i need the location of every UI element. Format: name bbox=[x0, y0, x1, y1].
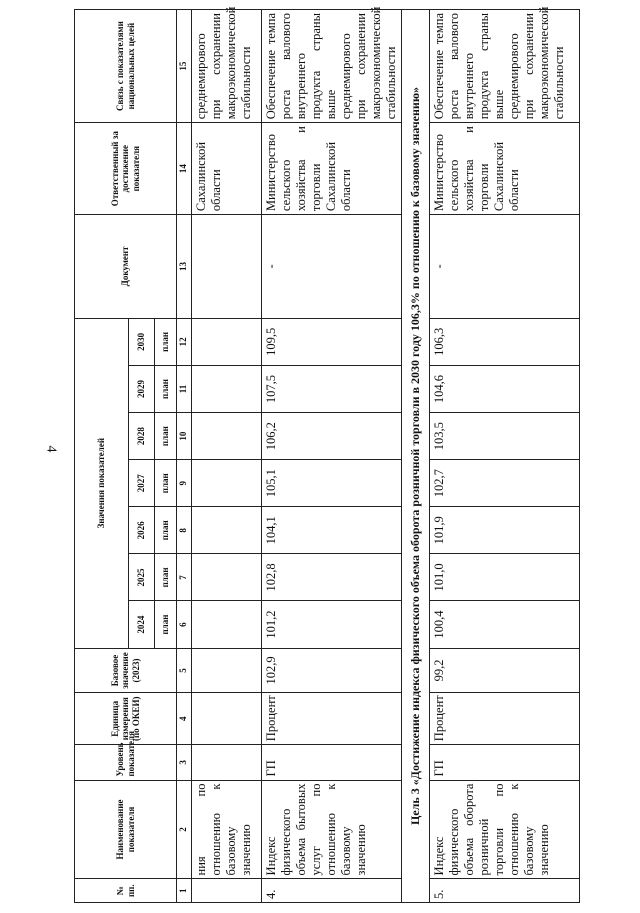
column-number: 11 bbox=[177, 365, 192, 412]
document-cell: - bbox=[262, 215, 402, 319]
plan-value: 101,0 bbox=[430, 554, 580, 601]
document-cell: - bbox=[430, 215, 580, 319]
column-number: 10 bbox=[177, 413, 192, 460]
column-number: 6 bbox=[177, 601, 192, 648]
plan-value: 104,6 bbox=[430, 365, 580, 412]
national-goal-link-cell: среднемирового при сохранении макроэкономической стабильности bbox=[192, 10, 262, 123]
plan-value: 100,4 bbox=[430, 601, 580, 648]
plan-value: 102,8 bbox=[262, 554, 402, 601]
column-number: 12 bbox=[177, 318, 192, 365]
indicator-unit: Процент bbox=[262, 693, 402, 745]
responsible-cell: Министерство сельского хозяйства и торговли Сахалинской области bbox=[430, 123, 580, 215]
year-header: 2028 bbox=[129, 413, 155, 460]
col-level-header: Уровень показателя bbox=[75, 745, 177, 780]
plan-value bbox=[192, 554, 262, 601]
indicator-level: ГП bbox=[430, 745, 580, 780]
column-numbers-row bbox=[177, 10, 192, 903]
year-header: 2029 bbox=[129, 365, 155, 412]
page-number: 4 bbox=[43, 445, 59, 453]
plan-value bbox=[192, 318, 262, 365]
responsible-cell: Сахалинской области bbox=[192, 123, 262, 215]
indicators-table bbox=[74, 6, 580, 903]
column-number: 1 bbox=[177, 879, 192, 903]
plan-value: 106,3 bbox=[430, 318, 580, 365]
base-value: 102,9 bbox=[262, 648, 402, 693]
plan-value bbox=[192, 507, 262, 554]
plan-label: план bbox=[155, 507, 177, 554]
plan-value: 109,5 bbox=[262, 318, 402, 365]
col-base-header: Базовое значение (2023) bbox=[75, 648, 177, 693]
base-value: 99,2 bbox=[430, 648, 580, 693]
indicator-level: ГП bbox=[262, 745, 402, 780]
base-value bbox=[192, 648, 262, 693]
plan-value: 107,5 bbox=[262, 365, 402, 412]
col-num-header: № пп. bbox=[75, 879, 177, 903]
column-number: 2 bbox=[177, 780, 192, 879]
row-number: 4. bbox=[262, 879, 402, 903]
column-number: 8 bbox=[177, 507, 192, 554]
year-header: 2026 bbox=[129, 507, 155, 554]
national-goal-link-cell: Обеспечение темпа роста валового внутреннего продукта страны выше среднемирового при сохранении макроэкономической стабильности bbox=[262, 10, 402, 123]
table-row bbox=[262, 10, 402, 903]
col-document-header: Документ bbox=[75, 215, 177, 319]
plan-value: 101,2 bbox=[262, 601, 402, 648]
col-name-header: Наименование показателя bbox=[75, 780, 177, 879]
indicator-name: Индекс физического объема оборота розничной торговли по отношению к базовому значению bbox=[430, 780, 580, 879]
col-responsible-header: Ответственный за достижение показателя bbox=[75, 123, 177, 215]
plan-value: 104,1 bbox=[262, 507, 402, 554]
plan-label: план bbox=[155, 318, 177, 365]
column-number: 13 bbox=[177, 215, 192, 319]
col-link-header: Связь с показателями национальных целей bbox=[75, 10, 177, 123]
column-number: 7 bbox=[177, 554, 192, 601]
plan-value: 105,1 bbox=[262, 460, 402, 507]
plan-value: 101,9 bbox=[430, 507, 580, 554]
year-header: 2030 bbox=[129, 318, 155, 365]
year-header: 2024 bbox=[129, 601, 155, 648]
plan-value bbox=[192, 365, 262, 412]
plan-label: план bbox=[155, 554, 177, 601]
goal-row bbox=[402, 10, 430, 903]
plan-value: 103,5 bbox=[430, 413, 580, 460]
column-number: 9 bbox=[177, 460, 192, 507]
goal-title: Цель 3 «Достижение индекса физического объема оборота розничной торговли в 2030 году 106,3% по отношению к базовому значению» bbox=[402, 10, 430, 903]
indicator-name: Индекс физического объема бытовых услуг по отношению к базовому значению bbox=[262, 780, 402, 879]
indicator-unit bbox=[192, 693, 262, 745]
column-number: 5 bbox=[177, 648, 192, 693]
year-header: 2025 bbox=[129, 554, 155, 601]
document-cell bbox=[192, 215, 262, 319]
plan-value bbox=[192, 460, 262, 507]
indicator-unit: Процент bbox=[430, 693, 580, 745]
plan-value bbox=[192, 413, 262, 460]
column-number: 15 bbox=[177, 10, 192, 123]
year-header: 2027 bbox=[129, 460, 155, 507]
indicator-level bbox=[192, 745, 262, 780]
row-number: 5. bbox=[430, 879, 580, 903]
plan-label: план bbox=[155, 365, 177, 412]
rotated-page bbox=[74, 6, 635, 903]
responsible-cell: Министерство сельского хозяйства и торговли Сахалинской области bbox=[262, 123, 402, 215]
column-number: 3 bbox=[177, 745, 192, 780]
indicator-name: ния по отношению к базовому значению bbox=[192, 780, 262, 879]
column-number: 4 bbox=[177, 693, 192, 745]
column-number: 14 bbox=[177, 123, 192, 215]
plan-value: 102,7 bbox=[430, 460, 580, 507]
plan-label: план bbox=[155, 413, 177, 460]
values-group-header: Значения показателей bbox=[75, 318, 129, 648]
table-row bbox=[430, 10, 580, 903]
plan-label: план bbox=[155, 601, 177, 648]
plan-value: 106,2 bbox=[262, 413, 402, 460]
national-goal-link-cell: Обеспечение темпа роста валового внутреннего продукта страны выше среднемирового при сохранении макроэкономической стабильности bbox=[430, 10, 580, 123]
plan-value bbox=[192, 601, 262, 648]
table-row bbox=[192, 10, 262, 903]
plan-label: план bbox=[155, 460, 177, 507]
col-unit-header: Единица измерения (по ОКЕИ) bbox=[75, 693, 177, 745]
row-number bbox=[192, 879, 262, 903]
